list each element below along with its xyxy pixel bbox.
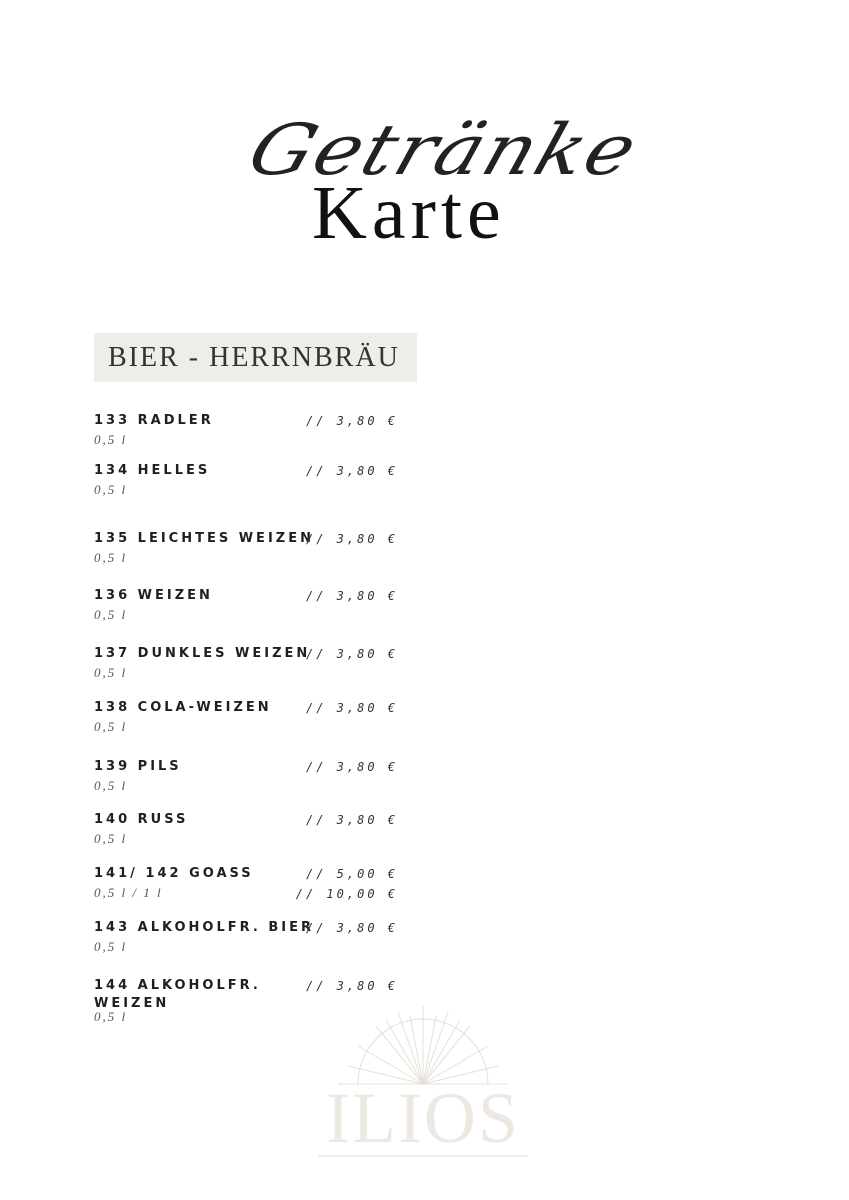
script-title: Getränke	[238, 110, 649, 191]
item-name: 133 RADLER	[94, 413, 214, 428]
page-title-block	[0, 70, 849, 270]
section-header	[94, 333, 417, 382]
item-size: 0,5 l	[94, 482, 128, 497]
section-title: BIER - HERRNBRÄU	[108, 341, 400, 373]
item-name: 134 HELLES	[94, 463, 211, 478]
ilios-logo	[318, 1000, 528, 1160]
item-price: // 3,80 €	[305, 414, 398, 428]
item-price-large: // 10,00 €	[295, 887, 398, 901]
item-name: 136 WEIZEN	[94, 588, 213, 603]
page-title: Karte	[312, 171, 506, 255]
item-size: 0,5 l	[94, 719, 128, 734]
item-name: 135 LEICHTES WEIZEN	[94, 531, 314, 546]
item-name: 143 ALKOHOLFR. BIER	[94, 920, 314, 935]
item-price: // 3,80 €	[305, 589, 398, 603]
item-size: 0,5 l	[94, 831, 128, 846]
item-price: // 3,80 €	[305, 647, 398, 661]
item-name: 144 ALKOHOLFR. WEIZEN	[94, 978, 261, 1011]
item-size: 0,5 l	[94, 665, 128, 680]
item-price: // 3,80 €	[305, 813, 398, 827]
item-size: 0,5 l	[94, 778, 128, 793]
item-size: 0,5 l	[94, 607, 128, 622]
item-price: // 3,80 €	[305, 464, 398, 478]
item-price: // 5,00 €	[305, 867, 398, 881]
item-name: 137 DUNKLES WEIZEN	[94, 646, 311, 661]
item-name: 141/ 142 GOASS	[94, 866, 254, 881]
item-price: // 3,80 €	[305, 921, 398, 935]
item-price: // 3,80 €	[305, 701, 398, 715]
item-price: // 3,80 €	[305, 760, 398, 774]
item-name: 138 COLA-WEIZEN	[94, 700, 272, 715]
logo-underline	[318, 1154, 528, 1158]
item-size: 0,5 l	[94, 550, 128, 565]
item-size: 0,5 l	[94, 432, 128, 447]
item-price: // 3,80 €	[305, 532, 398, 546]
item-size: 0,5 l	[94, 939, 128, 954]
item-name: 139 PILS	[94, 759, 182, 774]
item-size: 0,5 l	[94, 1009, 128, 1024]
item-size: 0,5 l / 1 l	[94, 885, 163, 900]
logo-text: ILIOS	[326, 1078, 520, 1158]
item-name: 140 RUSS	[94, 812, 189, 827]
item-price: // 3,80 €	[305, 979, 398, 993]
